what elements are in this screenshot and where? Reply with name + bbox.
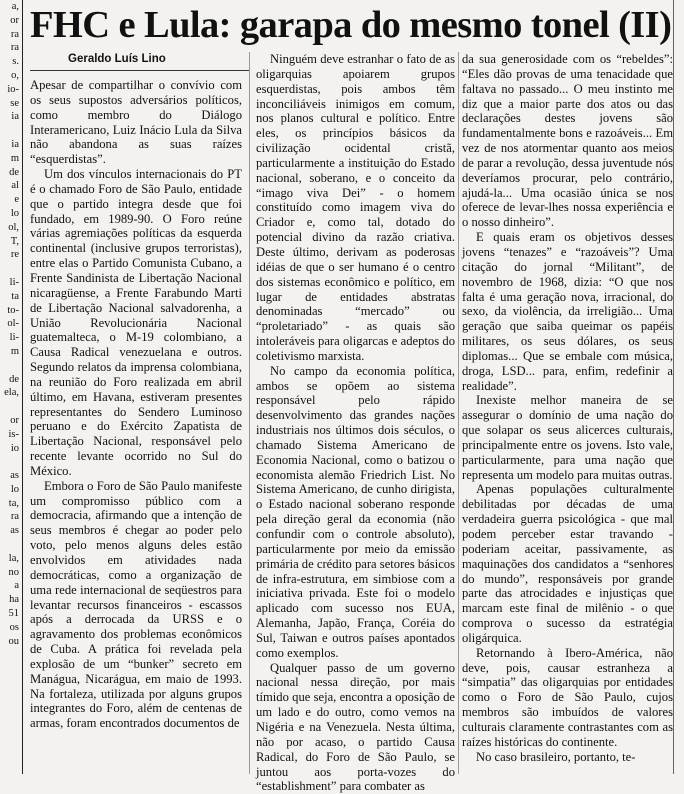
article-byline: Geraldo Luís Lino — [68, 53, 166, 65]
fragment-line: ol- — [7, 318, 19, 330]
page-edge — [673, 0, 684, 774]
paragraph: Retornando à Ibero-América, não deve, pois, causar estranheza a “simpatia” das oligarquias por entidades como o Foro de São Paulo, cujos membros são imbuídos de valores culturais claramente contrastantes com as raízes históricas do continente. — [462, 645, 673, 749]
fragment-line: de — [9, 166, 19, 178]
fragment-line — [0, 538, 22, 552]
column-divider — [458, 52, 459, 774]
paragraph: Qualquer passo de um governo nacional nessa direção, por mais tímido que seja, encontra a oposição de um lado e do outro, como vemos na Nigéria e na Venezuela. Nesta última, não por acaso, o partido Causa Radical, do Foro de São Paulo, se juntou aos porta-vozes do “establishment” para combater as — [256, 660, 455, 794]
fragment-line: 51 — [8, 608, 19, 620]
fragment-line: ela, — [4, 387, 19, 399]
fragment-line: ra — [10, 28, 19, 40]
paragraph: No campo da economia política, ambos se opõem ao sistema responsável pelo rápido desenvolvimento das grandes nações industriais nos últimos dois séculos, o chamado Sistema Americano de Economia Nacional, como o batizou o economista alemão Friedrich List. No Sistema Americano, de cunho dirigista, o Estado nacional soberano responde pela direção geral da economia (não confundir com o controle absoluto), particularmente por meio da emissão primária de crédito para setores básicos de infra-estrutura, em simbiose com a iniciativa privada. Este foi o modelo aplicado com sucesso nos EUA, Alemanha, Japão, França, Coréia do Sul, Taiwan e outros países apontados como exemplos. — [256, 363, 455, 660]
fragment-line: ia — [11, 138, 19, 150]
text-column-1 — [30, 78, 242, 778]
fragment-line: a, — [11, 1, 19, 12]
fragment-line: no — [8, 566, 19, 578]
fragment-line: as — [10, 470, 19, 482]
paragraph: Um dos vínculos internacionais do PT é o chamado Foro de São Paulo, entidade que o partido integra desde que foi fundado, em 1989-90. O Foro reúne várias agremiações políticas da esquerda continental (inclusive grupos terroristas), entre elas o Partido Comunista Cubano, a Frente Sandinista de Libertação Nacional nicaragüense, a Frente Farabundo Marti de Libertação Nacional salvadorenha, a União Revolucionária Nacional guatemalteca, o M-19 colombiano, a Causa Radical venezuelana e outros. Segundo relatos da imprensa colombiana, na reunião do Foro realizada em abril último, em Havana, estiveram presentes representantes do Sendero Luminoso peruano e do Exército Zapatista de Libertação Nacional, responsável pelo recente levante ocorrido no Sul do México. — [30, 167, 242, 478]
paragraph: Ninguém deve estranhar o fato de as oligarquias apoiarem grupos esquerdistas, pois ambos têm inconciliáveis inimigos em comum, nos planos cultural e político. Entre eles, os princípios básicos da civilização ocidental cristã, particularmente a instituição do Estado nacional, soberano, e o conceito da “imago viva Dei” - o homem constituído como imagem viva do Criador e, como tal, dotado do potencial divino da razão criativa. Deste último, derivam as poderosas idéias de que o ser humano é o centro dos sistemas econômico e político, em lugar de entidades abstratas denominadas “mercado” ou “proletariado” - as quais são intoleráveis para oligarcas e adeptos do coletivismo marxista. — [256, 52, 455, 363]
paragraph: Embora o Foro de São Paulo manifeste um compromisso público com a democracia, afirmando que a intenção de seus membros é chegar ao poder pelo voto, pelo menos alguns deles estão envolvidos em atividades nada democráticas, como a organização de uma rede internacional de seqüestros para levantar recursos financeiros - escassos após a derrocada da URSS e o agravamento dos problemas econômicos de Cuba. A prática foi revelada pela explosão de um “bunker” secreto em Manágua, Nicarágua, em maio de 1993. Na fortaleza, utilizada por alguns grupos integrantes do Foro, além de centenas de armas, foram encontrados documentos de — [30, 478, 242, 731]
paragraph: da sua generosidade com os “rebeldes”: “Eles dão provas de uma tenacidade que faltava no passado... O meu instinto me diz que a maior parte dos atos ou das declarações destes jovens são fundamentalmente bons e razoáveis... Em vez de nos atormentar quanto aos meios de parar a revolução, dessa juventude nós deveríamos procurar, pelo contrário, ajudá-la... Uma ocasião única se nos oferece de levar-lhes nossa experiência e o nosso dinheiro”. — [462, 52, 673, 230]
fragment-line: or — [10, 414, 19, 426]
fragment-line — [0, 400, 22, 414]
fragment-line: de — [9, 373, 19, 385]
fragment-line — [0, 124, 22, 138]
fragment-line: ia — [11, 111, 19, 123]
fragment-line: ta — [11, 290, 19, 302]
fragment-line: os — [9, 621, 19, 633]
fragment-line: m — [10, 345, 19, 357]
text-column-3 — [462, 52, 673, 764]
fragment-line: T, — [10, 235, 19, 247]
fragment-line: is- — [8, 428, 19, 440]
paragraph: Apenas populações culturalmente debilitadas por décadas de uma verdadeira guerra psicológica - que mal podem perceber estar travando - poderiam aceitar, passivamente, as maquinações dos candidatos a “senhores do mundo”, responsáveis por grande parte das atrocidades e injustiças que marcam este final de milênio - o que comprova o sucesso da estratégia oligárquica. — [462, 482, 673, 645]
fragment-line: se — [10, 97, 19, 109]
fragment-line: o, — [11, 69, 19, 81]
fragment-line: or — [10, 14, 19, 26]
fragment-line: li- — [9, 276, 19, 288]
fragment-line: e — [14, 194, 19, 206]
byline-divider — [30, 70, 250, 71]
article-headline: FHC e Lula: garapa do mesmo tonel (II) — [30, 4, 672, 46]
fragment-line: ha — [9, 594, 19, 606]
fragment-line — [0, 359, 22, 373]
paragraph: Apesar de compartilhar o convívio com os seus supostos adversários políticos, como membro do Diálogo Interamericano, Luiz Inácio Lula da Silva não abandona as suas raízes “esquerdistas”. — [30, 78, 242, 167]
paragraph: No caso brasileiro, portanto, te- — [476, 749, 636, 764]
paragraph: Inexiste melhor maneira de se assegurar o domínio de uma nação do que solapar os seus alicerces culturais, principalmente entre os jovens. Isto vale, particularmente, para uma nação que representa um modelo para muitas outras. — [462, 393, 673, 482]
fragment-line: li- — [9, 332, 19, 344]
fragment-line: ra — [10, 511, 19, 523]
paragraph: E quais eram os objetivos desses jovens “tenazes” e “razoáveis”? Uma citação do jornal “Militant”, de novembro de 1968, dizia: “O que nos falta é uma geração nova, irracional, do sexo, da violência, da irreligião... Uma geração que saiba queimar os papéis militares, os seus dólares, os seus diplomas... Que se embale com música, droga, LSD... para, enfim, redefinir a realidade”. — [462, 230, 673, 393]
fragment-line: m — [10, 152, 19, 164]
text-column-2 — [256, 52, 455, 794]
fragment-line: as — [10, 525, 19, 537]
fragment-line: ta, — [8, 497, 19, 509]
fragment-line: re — [10, 249, 19, 261]
fragment-line: s. — [12, 56, 19, 68]
fragment-line: a — [14, 580, 19, 592]
fragment-line: io- — [7, 83, 19, 95]
fragment-line: ra — [10, 42, 19, 54]
fragment-line: lo — [10, 207, 19, 219]
fragment-line — [0, 455, 22, 469]
fragment-line: io — [10, 442, 19, 454]
adjacent-column-fragment — [0, 0, 23, 774]
fragment-line: al — [11, 180, 19, 192]
fragment-line — [0, 262, 22, 276]
fragment-line: ou — [8, 635, 19, 647]
column-divider — [249, 52, 250, 774]
fragment-line: la, — [8, 552, 19, 564]
fragment-line: lo — [10, 483, 19, 495]
fragment-line: ol, — [8, 221, 19, 233]
fragment-line: to- — [7, 304, 19, 316]
